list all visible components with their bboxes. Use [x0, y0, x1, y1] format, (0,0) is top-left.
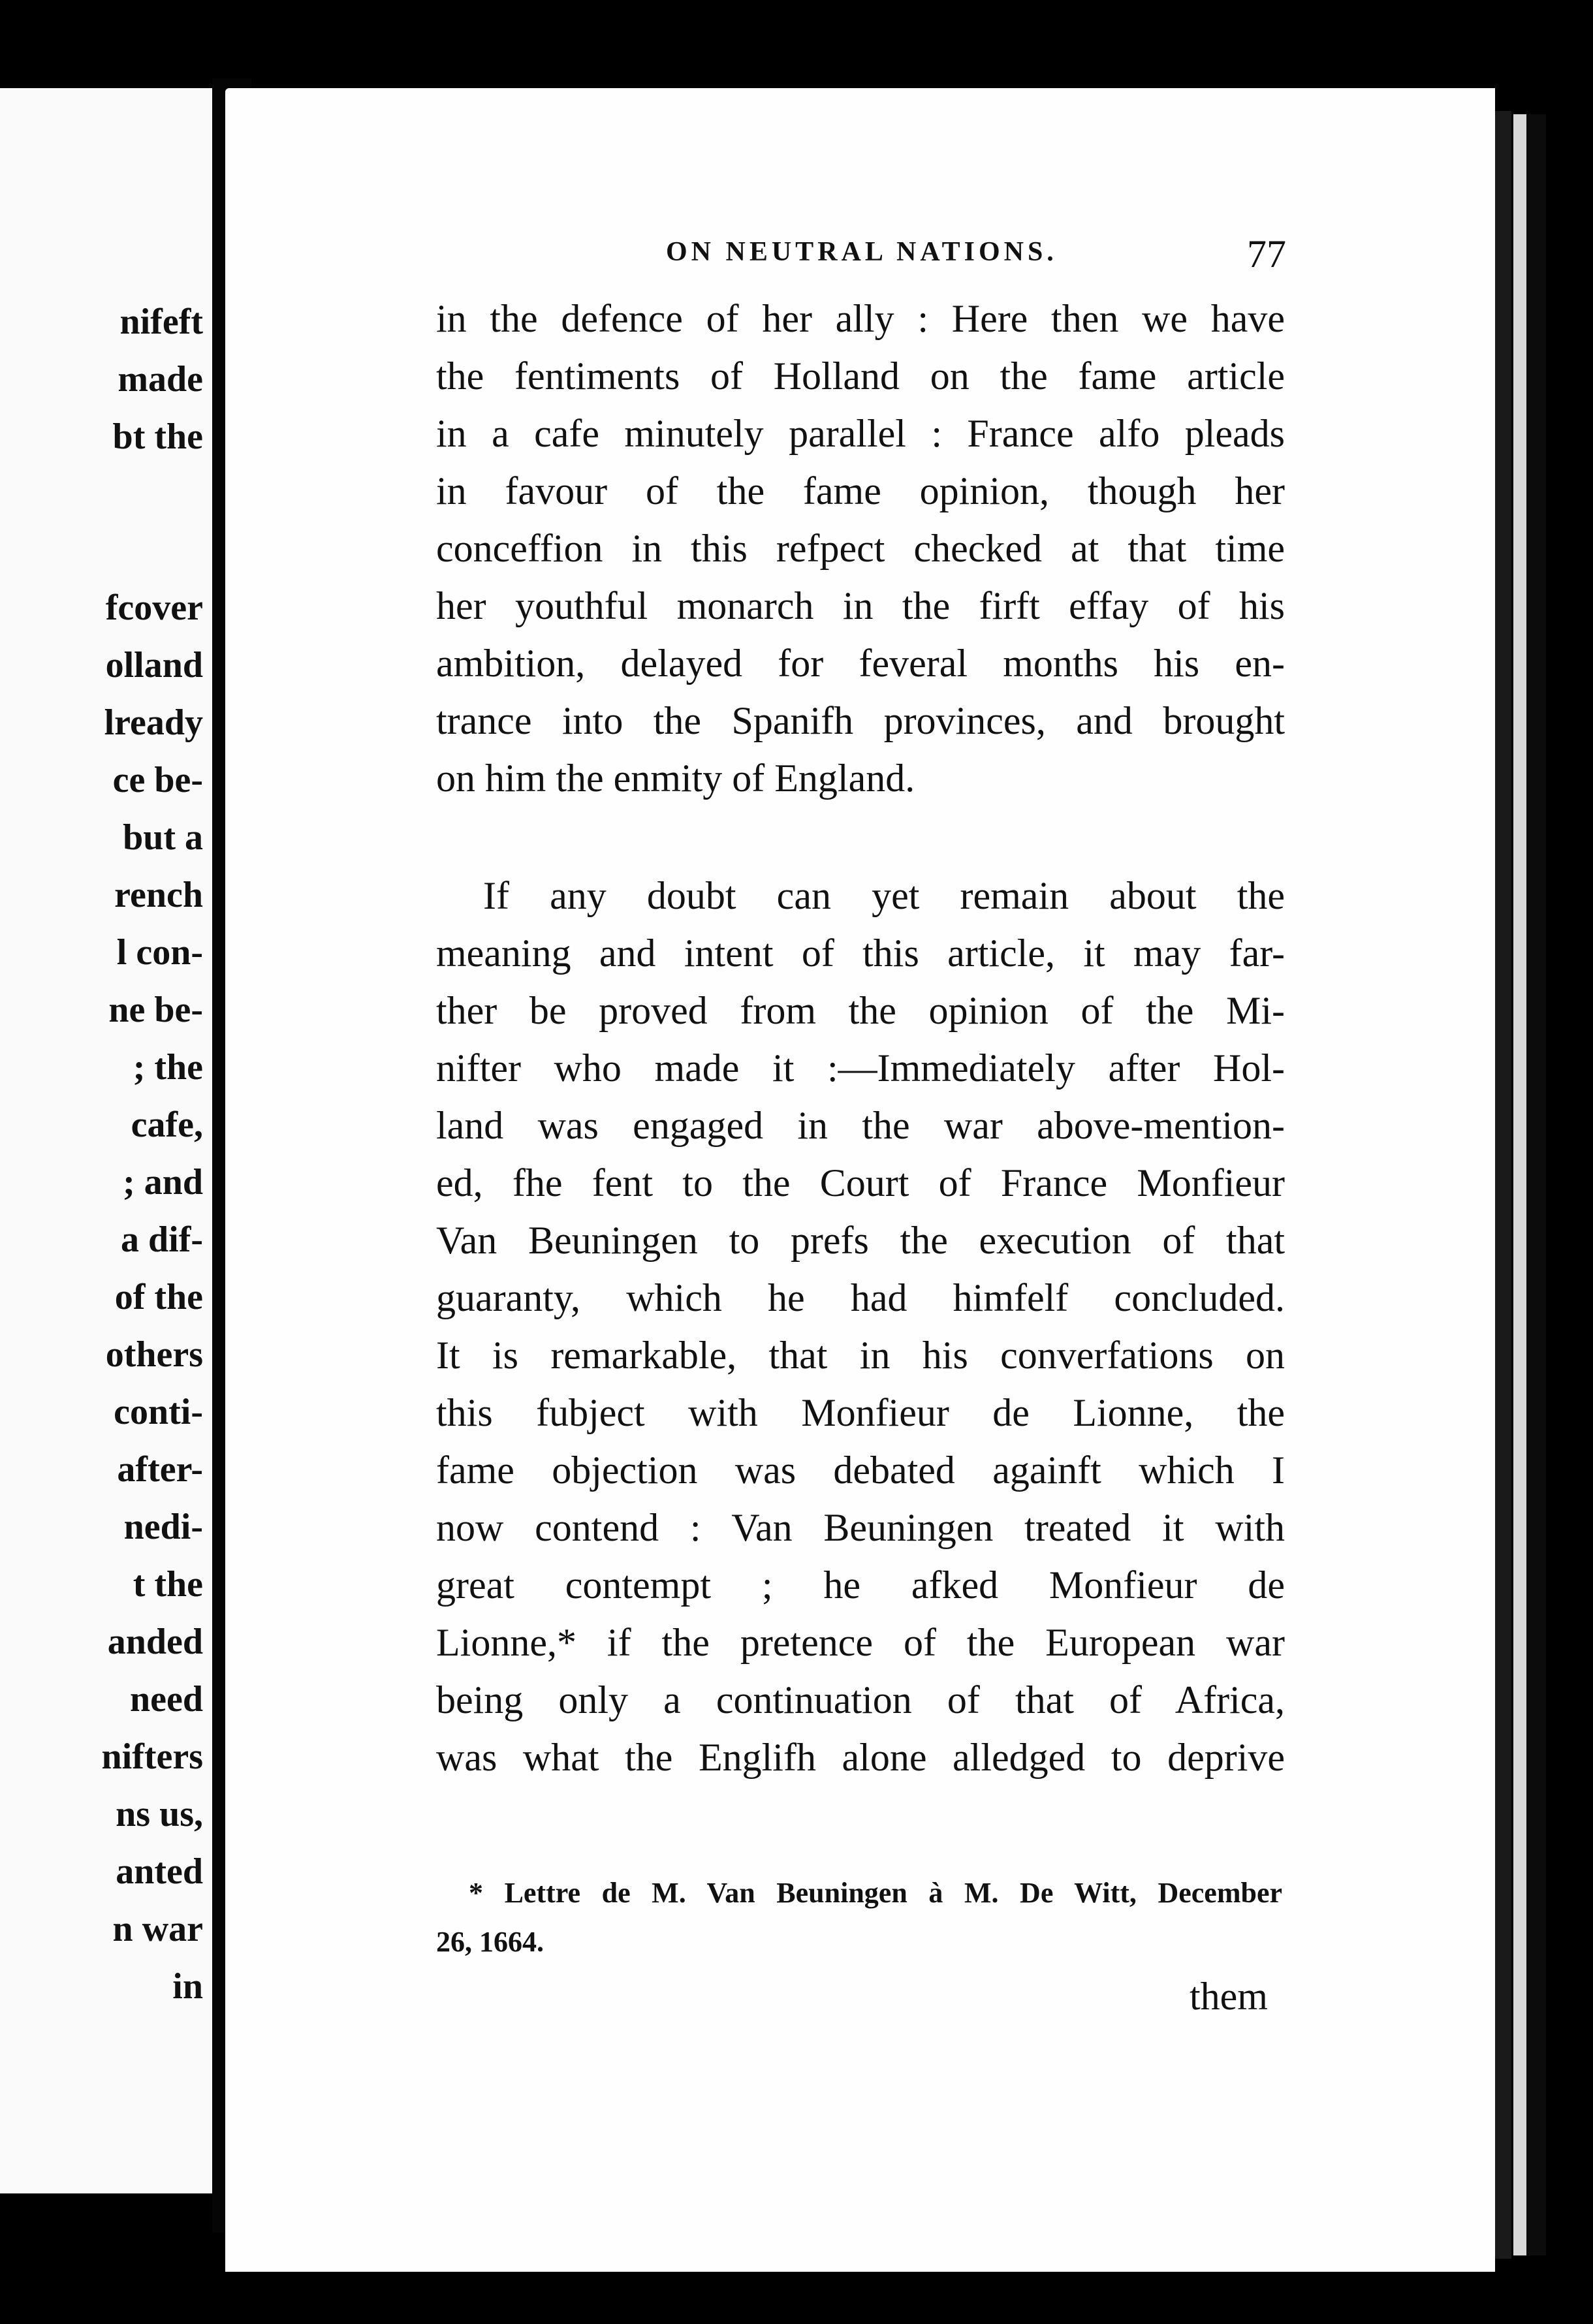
text-line: great contempt ; he afked Monfieur de — [436, 1563, 1285, 1607]
catchword: them — [1190, 1975, 1268, 2018]
previous-page-line: nifters — [101, 1736, 203, 1777]
text-line: in the defence of her ally : Here then we have — [436, 297, 1285, 340]
text-line: in a cafe minutely parallel : France alfo pleads — [436, 412, 1285, 455]
text-line: this fubject with Monfieur de Lionne, the — [436, 1391, 1285, 1434]
previous-page-line: nedi- — [123, 1507, 203, 1547]
text-line: was what the Englifh alone alledged to deprive — [436, 1736, 1285, 1779]
text-line: on him the enmity of England. — [436, 757, 915, 800]
previous-page-line: rench — [114, 875, 203, 915]
previous-page-line: conti- — [114, 1392, 203, 1432]
previous-page — [0, 88, 212, 2193]
footnote-line: 26, 1664. — [436, 1926, 544, 1958]
previous-page-line: lready — [104, 702, 203, 743]
previous-page-line: nifeft — [119, 302, 203, 342]
previous-page-line: others — [105, 1334, 203, 1375]
previous-page-line: after- — [117, 1449, 203, 1490]
previous-page-line: ns us, — [116, 1794, 203, 1834]
page-edge — [1495, 111, 1511, 2259]
text-line: being only a continuation of that of Africa, — [436, 1678, 1285, 1721]
footnote — [436, 1868, 1282, 1966]
page-number: 77 — [1247, 232, 1286, 275]
text-line: ther be proved from the opinion of the Mi- — [436, 989, 1285, 1032]
previous-page-line: fcover — [105, 588, 203, 628]
text-line: guaranty, which he had himfelf concluded. — [436, 1276, 1285, 1319]
text-line: nifter who made it :—Immediately after Hol- — [436, 1046, 1285, 1090]
text-line: It is remarkable, that in his converfations on — [436, 1334, 1285, 1377]
previous-page-line: olland — [105, 645, 203, 685]
text-line: ed, fhe fent to the Court of France Monfieur — [436, 1161, 1285, 1204]
previous-page-line: in — [172, 1966, 203, 2007]
previous-page-line: bt the — [112, 416, 203, 457]
previous-page-line: ; and — [123, 1162, 203, 1202]
running-header: ON NEUTRAL NATIONS. — [666, 237, 1058, 267]
previous-page-line: a dif- — [121, 1219, 203, 1260]
text-line: meaning and intent of this article, it may far- — [436, 932, 1285, 975]
text-line: land was engaged in the war above-mention- — [436, 1104, 1285, 1147]
page-edge — [1513, 114, 1526, 2255]
text-line: the fentiments of Holland on the fame article — [436, 354, 1285, 398]
text-line: Van Beuningen to prefs the execution of that — [436, 1219, 1285, 1262]
text-line: If any doubt can yet remain about the — [483, 874, 1285, 917]
previous-page-line: but a — [123, 817, 203, 858]
previous-page-line: ce be- — [112, 760, 203, 800]
text-line: trance into the Spanifh provinces, and brought — [436, 699, 1285, 742]
text-line: conceffion in this refpect checked at that time — [436, 527, 1285, 570]
previous-page-line: ne be- — [108, 990, 203, 1030]
previous-page-line: made — [118, 359, 203, 400]
previous-page-line: need — [130, 1679, 203, 1719]
text-line: now contend : Van Beuningen treated it with — [436, 1506, 1285, 1549]
previous-page-line: anded — [107, 1622, 203, 1662]
previous-page-line: l con- — [116, 932, 203, 973]
footnote-line: * Lettre de M. Van Beuningen à M. De Witt, December — [469, 1877, 1282, 1909]
previous-page-line: n war — [112, 1909, 203, 1949]
previous-page-line: ; the — [133, 1047, 203, 1088]
page-edge — [1526, 114, 1546, 2255]
text-line: Lionne,* if the pretence of the European war — [436, 1621, 1285, 1664]
text-line: fame objection was debated againft which I — [436, 1449, 1285, 1492]
text-line: ambition, delayed for feveral months his en- — [436, 642, 1285, 685]
text-line: her youthful monarch in the firft effay of his — [436, 584, 1285, 627]
previous-page-line: t the — [133, 1564, 203, 1605]
previous-page-line: anted — [116, 1851, 203, 1892]
text-line: in favour of the fame opinion, though her — [436, 469, 1285, 512]
previous-page-line: cafe, — [131, 1105, 203, 1145]
previous-page-line: of the — [114, 1277, 203, 1317]
